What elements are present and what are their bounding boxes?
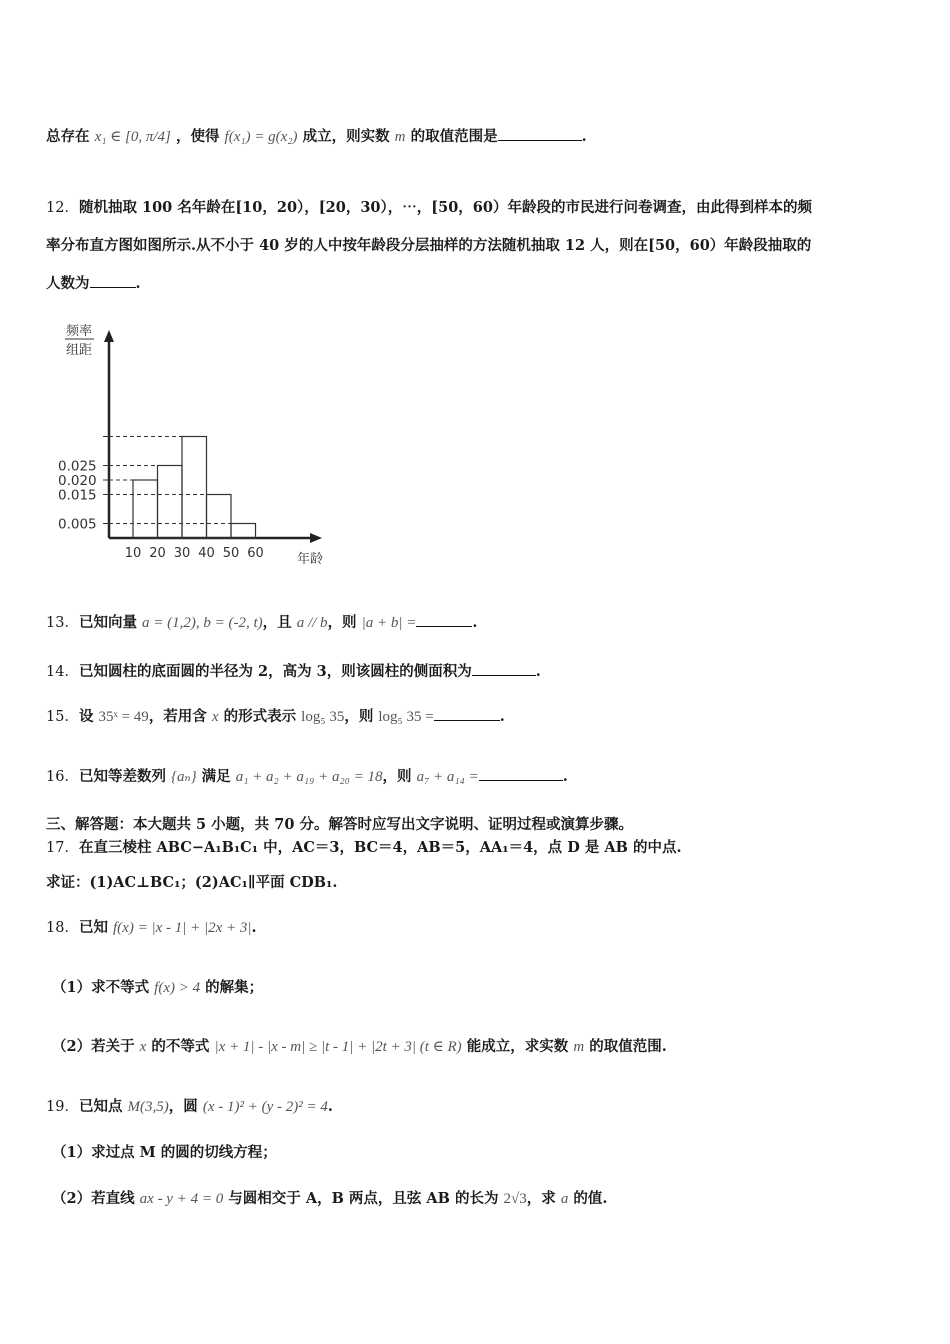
y-tick-label: 0.025 xyxy=(58,458,97,475)
q15-line xyxy=(46,707,505,727)
q18-dot: . xyxy=(251,919,257,936)
y-tick-label: 0.020 xyxy=(58,473,97,489)
q16-math-target: a₇ + a₁₄ = xyxy=(416,769,479,785)
q12-line1 xyxy=(46,198,812,218)
q13-mid2: ，则 xyxy=(327,614,357,631)
q14-number: 14． xyxy=(46,664,79,680)
q19-p2-label: （2） xyxy=(52,1190,92,1207)
q19-dot: . xyxy=(327,1098,333,1115)
q19-p2-end: 的值. xyxy=(573,1190,608,1207)
q13-number: 13． xyxy=(46,615,79,631)
q15-math-log-eq: log₅ 35 = xyxy=(378,709,434,725)
q14-text: 已知圆柱的底面圆的半径为 2，高为 3，则该圆柱的侧面积为 xyxy=(78,663,472,680)
histogram-bar xyxy=(182,437,207,539)
y-axis-label-bottom: 组距 xyxy=(66,343,93,358)
frequency-histogram xyxy=(50,318,350,568)
q11-end: 的取值范围是 xyxy=(410,128,498,145)
q18-p2-var-x: x xyxy=(139,1039,147,1055)
q19-p1-label: （1） xyxy=(52,1144,92,1161)
q18-p2-var-m: m xyxy=(573,1039,585,1055)
q19-mid: ，圆 xyxy=(168,1098,198,1115)
q15-number: 15． xyxy=(46,709,79,725)
q19-number: 19． xyxy=(46,1099,79,1115)
q11-math-equality: f(x₁) = g(x₂) xyxy=(224,129,298,145)
x-tick-label: 60 xyxy=(247,546,264,561)
q19-p2-math-line: ax - y + 4 = 0 xyxy=(139,1191,224,1207)
q13-pre: 已知向量 xyxy=(78,614,137,631)
q18-p2-label: （2） xyxy=(52,1038,92,1055)
y-axis-arrow xyxy=(104,330,114,342)
q16-math-sequence: {aₙ} xyxy=(171,769,197,785)
q19-p2-mid2: ，求 xyxy=(526,1190,556,1207)
q12-text-line3: 人数为 xyxy=(46,275,90,292)
q11-mid: ，使得 xyxy=(175,128,220,145)
q19-p2-math-length: 2√3 xyxy=(503,1191,527,1207)
q15-math-log: log₅ 35 xyxy=(301,709,345,725)
q13-math-parallel: a // b xyxy=(296,615,328,631)
q15-answer-blank xyxy=(434,708,500,721)
q14-dot: . xyxy=(535,663,541,680)
q12-answer-blank xyxy=(90,275,136,288)
q13-math-vectors: a = (1,2), b = (-2, t) xyxy=(142,615,263,631)
q15-mid3: ，则 xyxy=(344,708,374,725)
q16-answer-blank xyxy=(479,768,563,781)
q13-answer-blank xyxy=(416,614,472,627)
q18-part1 xyxy=(52,978,263,998)
q12-line3 xyxy=(46,274,141,294)
q17-text-line2: 求证：(1)AC⊥BC₁；(2)AC₁∥平面 CDB₁. xyxy=(46,874,338,891)
q16-mid2: ，则 xyxy=(382,768,412,785)
q18-pre: 已知 xyxy=(78,919,108,936)
q16-math-condition: a₁ + a₂ + a₁₉ + a₂₀ = 18 xyxy=(235,769,383,785)
q11-post: 成立，则实数 xyxy=(302,128,390,145)
q19-math-point: M(3,5) xyxy=(127,1099,169,1115)
q18-p1-post: 的解集； xyxy=(205,979,264,996)
x-axis-label: 年龄 xyxy=(297,552,324,567)
q18-p2-end: 的取值范围. xyxy=(589,1038,667,1055)
histogram-bar xyxy=(231,524,256,539)
q19-part2 xyxy=(52,1189,607,1209)
q17-line2 xyxy=(46,873,337,893)
q12-dot: . xyxy=(135,275,141,292)
x-axis-arrow xyxy=(310,533,322,543)
y-tick-label: 0.015 xyxy=(58,487,97,504)
section3-heading xyxy=(46,815,633,835)
q13-math-norm: |a + b| = xyxy=(361,615,417,631)
q12-line2 xyxy=(46,236,811,256)
q19-p2-var-a: a xyxy=(560,1191,569,1207)
q17-text-line1: 在直三棱柱 ABC−A₁B₁C₁ 中，AC＝3，BC＝4，AB＝5，AA₁＝4，点 D 是 AB 的中点. xyxy=(78,839,682,856)
q18-p1-pre: 求不等式 xyxy=(91,979,150,996)
q15-math-exp: 35ˣ = 49 xyxy=(98,709,149,725)
x-tick-label: 20 xyxy=(149,546,166,561)
q18-math-function: f(x) = |x - 1| + |2x + 3| xyxy=(113,920,252,936)
q12-text-line1: 随机抽取 100 名年龄在[10，20），[20，30），⋯，[50，60）年龄段的市民进行问卷调查，由此得到样本的频 xyxy=(78,199,812,216)
q18-p2-post: 能成立，求实数 xyxy=(466,1038,569,1055)
q11-dot: . xyxy=(581,128,587,145)
q11-math-interval: x₁ ∈ [0, π/4] xyxy=(94,129,171,145)
q12-text-line2: 率分布直方图如图所示.从不小于 40 岁的人中按年龄段分层抽样的方法随机抽取 12 人，则在[50，60）年龄段抽取的 xyxy=(46,237,812,254)
q14-line xyxy=(46,662,541,682)
x-tick-label: 30 xyxy=(173,546,191,561)
q16-mid: 满足 xyxy=(201,768,231,785)
q18-line xyxy=(46,918,257,938)
q15-dot: . xyxy=(499,708,505,725)
q19-p2-mid: 与圆相交于 A，B 两点，且弦 AB 的长为 xyxy=(228,1190,499,1207)
histogram-bar xyxy=(133,480,158,538)
q16-pre: 已知等差数列 xyxy=(78,768,166,785)
q11-var-m: m xyxy=(394,129,406,145)
q18-p2-mid: 的不等式 xyxy=(151,1038,210,1055)
q16-number: 16． xyxy=(46,769,79,785)
histogram-bar xyxy=(207,495,232,539)
y-axis-label-top: 频率 xyxy=(66,324,93,339)
q11-tail-line xyxy=(46,127,587,147)
q15-mid: ，若用含 xyxy=(148,708,207,725)
q19-pre: 已知点 xyxy=(78,1098,123,1115)
x-tick-label: 10 xyxy=(124,546,142,561)
y-tick-label: 0.005 xyxy=(58,516,97,533)
q13-dot: . xyxy=(472,614,478,631)
section3-title: 三、解答题：本大题共 5 小题，共 70 分。解答时应写出文字说明、证明过程或演算步骤。 xyxy=(46,816,633,833)
q19-math-circle: (x - 1)² + (y - 2)² = 4 xyxy=(202,1099,328,1115)
q18-number: 18． xyxy=(46,920,79,936)
q19-line xyxy=(46,1097,333,1117)
q14-answer-blank xyxy=(472,663,536,676)
q15-mid2: 的形式表示 xyxy=(223,708,297,725)
x-tick-label: 50 xyxy=(222,546,240,561)
q16-dot: . xyxy=(562,768,568,785)
q12-number: 12． xyxy=(46,200,79,216)
q18-p1-math: f(x) > 4 xyxy=(154,980,201,996)
q18-part2 xyxy=(52,1037,667,1057)
q11-answer-blank xyxy=(498,128,582,141)
q13-line xyxy=(46,613,477,633)
q19-p1-text: 求过点 M 的圆的切线方程； xyxy=(91,1144,277,1161)
q17-line1 xyxy=(46,838,682,858)
q16-line xyxy=(46,767,568,787)
q11-pre: 总存在 xyxy=(46,128,90,145)
q17-number: 17． xyxy=(46,840,79,856)
q15-var-x: x xyxy=(211,709,219,725)
q18-p1-label: （1） xyxy=(52,979,92,996)
q19-part1 xyxy=(52,1143,277,1163)
q19-p2-pre: 若直线 xyxy=(91,1190,135,1207)
q18-p2-math: |x + 1| - |x - m| ≥ |t - 1| + |2t + 3| (t ∈ R) xyxy=(214,1039,462,1055)
q15-pre: 设 xyxy=(78,708,94,725)
histogram-bar xyxy=(158,466,183,539)
x-tick-label: 40 xyxy=(198,546,215,561)
q18-p2-pre: 若关于 xyxy=(91,1038,135,1055)
q13-mid: ，且 xyxy=(262,614,292,631)
